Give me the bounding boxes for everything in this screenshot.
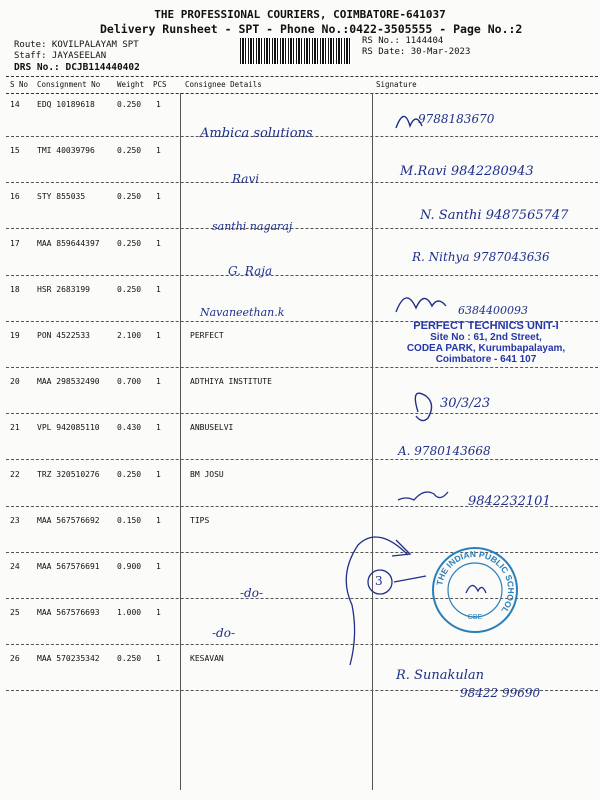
handwriting-21: A. 9780143668 <box>398 444 491 458</box>
row-weight: 2.100 <box>117 331 142 340</box>
company-title: THE PROFESSIONAL COURIERS, COIMBATORE-641037 <box>154 8 446 21</box>
col-consignee: Consignee Details <box>185 80 262 89</box>
handwriting-22: 9842232101 <box>468 494 551 509</box>
row-consignment: TMI 40039796 <box>37 146 95 156</box>
route-info <box>14 40 140 73</box>
row-consignment: MAA 567576693 <box>37 608 100 618</box>
row-consignment: STY 855035 <box>37 192 86 202</box>
handwriting-17a: G. Raja <box>228 264 273 278</box>
row-sno: 21 <box>10 423 20 433</box>
row-consignment: HSR 2683199 <box>37 284 90 294</box>
row-pcs: 1 <box>156 608 161 618</box>
row-consignment: MAA 567576692 <box>37 515 100 525</box>
row-sno: 20 <box>10 377 20 387</box>
stamp-line-3: CODEA PARK, Kurumbapalayam, <box>406 343 566 354</box>
row-consignee: KESAVAN <box>190 654 224 664</box>
row-consignment: MAA 298532490 <box>37 377 100 387</box>
row-sno: 18 <box>10 284 20 294</box>
circled-number: 3 <box>375 574 383 588</box>
handwriting-14b: 9788183670 <box>418 112 495 126</box>
col-weight: Weight <box>117 80 145 89</box>
row-weight: 0.250 <box>117 192 142 202</box>
row-pcs: 1 <box>156 192 161 202</box>
handwriting-15b: M.Ravi 9842280943 <box>400 164 534 179</box>
signature-18 <box>396 298 446 312</box>
barcode <box>240 38 352 64</box>
signature-20 <box>415 393 431 420</box>
row-pcs: 1 <box>156 562 161 571</box>
row-sno: 14 <box>10 100 20 109</box>
staff: Staff: JAYASEELAN <box>14 51 107 61</box>
handwriting-16a: santhi nagaraj <box>212 220 293 233</box>
row-pcs: 1 <box>156 331 161 340</box>
row-pcs: 1 <box>156 423 161 433</box>
row-weight: 0.150 <box>117 515 142 525</box>
row-sno: 22 <box>10 469 20 479</box>
row-weight: 0.430 <box>117 423 142 433</box>
row-consignment: EDQ 10189618 <box>37 100 95 109</box>
col-consignment: Consignment No <box>37 80 101 89</box>
stamp-line-2: Site No : 61, 2nd Street, <box>430 332 542 343</box>
row-sno: 17 <box>10 238 20 248</box>
row-divider <box>6 459 598 460</box>
row-sno: 24 <box>10 562 20 571</box>
rs-info <box>362 36 470 58</box>
row-weight: 0.250 <box>117 238 142 248</box>
row-consignee: ANBUSELVI <box>190 423 234 433</box>
row-divider <box>6 644 598 645</box>
row-weight: 0.250 <box>117 284 142 294</box>
row-divider <box>6 367 598 368</box>
stamp-line-1: PERFECT TECHNICS UNIT-I <box>413 320 559 332</box>
row-sno: 23 <box>10 515 20 525</box>
row-consignment: MAA 570235342 <box>37 654 100 664</box>
row-weight: 0.250 <box>117 146 142 156</box>
col-pcs: PCS <box>153 80 167 89</box>
rs-number: RS No.: 1144404 <box>362 36 444 46</box>
stamp-line-4: Coimbatore - 641 107 <box>435 354 537 365</box>
row-consignee: TIPS <box>190 515 210 525</box>
arrow-to-seal <box>394 576 426 582</box>
row-divider <box>6 275 598 276</box>
column-divider-signature <box>372 93 373 790</box>
column-rule <box>6 93 598 94</box>
col-signature: Signature <box>376 80 417 89</box>
row-pcs: 1 <box>156 377 161 387</box>
row-divider <box>6 413 598 414</box>
row-consignment: PON 4522533 <box>37 331 90 340</box>
row-pcs: 1 <box>156 284 161 294</box>
row-weight: 0.900 <box>117 562 142 571</box>
row-consignee: BM JOSU <box>190 469 224 479</box>
handwriting-18b: 6384400093 <box>458 304 528 317</box>
row-sno: 15 <box>10 146 20 156</box>
row-pcs: 1 <box>156 515 161 525</box>
row-divider <box>6 228 598 229</box>
handwriting-26a: R. Sunakulan <box>396 668 484 683</box>
handwriting-18a: Navaneethan.k <box>200 306 285 319</box>
row-consignment: MAA 859644397 <box>37 238 100 248</box>
handwriting-17b: R. Nithya 9787043636 <box>412 250 550 264</box>
row-consignee: PERFECT <box>190 331 224 340</box>
route: Route: KOVILPALAYAM SPT <box>14 40 139 50</box>
row-divider <box>6 182 598 183</box>
row-pcs: 1 <box>156 100 161 109</box>
header-rule <box>6 76 598 77</box>
seal-inner-text: CBE <box>467 614 483 621</box>
handwriting-15a: Ravi <box>232 172 260 186</box>
rs-date: RS Date: 30-Mar-2023 <box>362 47 471 57</box>
row-consignment: MAA 567576691 <box>37 562 100 571</box>
row-sno: 26 <box>10 654 20 664</box>
handwriting-26b: 98422 99690 <box>460 686 541 700</box>
company-stamp <box>386 320 586 365</box>
row-weight: 0.250 <box>117 469 142 479</box>
row-pcs: 1 <box>156 469 161 479</box>
row-consignment: TRZ 320510276 <box>37 469 100 479</box>
row-weight: 0.250 <box>117 100 142 109</box>
column-divider-consignee <box>180 93 181 790</box>
col-sno: S No <box>10 80 29 89</box>
handwriting-24: -do- <box>240 586 264 600</box>
row-sno: 19 <box>10 331 20 340</box>
row-weight: 1.000 <box>117 608 142 618</box>
row-weight: 0.700 <box>117 377 142 387</box>
school-seal <box>430 545 520 635</box>
handwriting-16b: N. Santhi 9487565747 <box>420 208 569 223</box>
handwriting-25: -do- <box>212 626 236 640</box>
long-arrow-line <box>346 537 408 665</box>
drs-number: DRS No.: DCJB114440402 <box>14 62 140 73</box>
handwriting-20: 30/3/23 <box>440 396 491 411</box>
row-consignment: VPL 942085110 <box>37 423 100 433</box>
row-weight: 0.250 <box>117 654 142 664</box>
handwriting-14a: Ambica solutions <box>200 126 313 141</box>
row-consignee: ADTHIYA INSTITUTE <box>190 377 272 387</box>
row-pcs: 1 <box>156 654 161 664</box>
row-pcs: 1 <box>156 146 161 156</box>
signature-22 <box>398 492 448 500</box>
row-sno: 16 <box>10 192 20 202</box>
row-sno: 25 <box>10 608 20 618</box>
arrow-head <box>392 540 410 556</box>
runsheet-title: Delivery Runsheet - SPT - Phone No.:0422-3505555 - Page No.:2 <box>100 22 523 36</box>
row-pcs: 1 <box>156 238 161 248</box>
seal-outer-text: THE INDIAN PUBLIC SCHOOL <box>434 548 517 616</box>
